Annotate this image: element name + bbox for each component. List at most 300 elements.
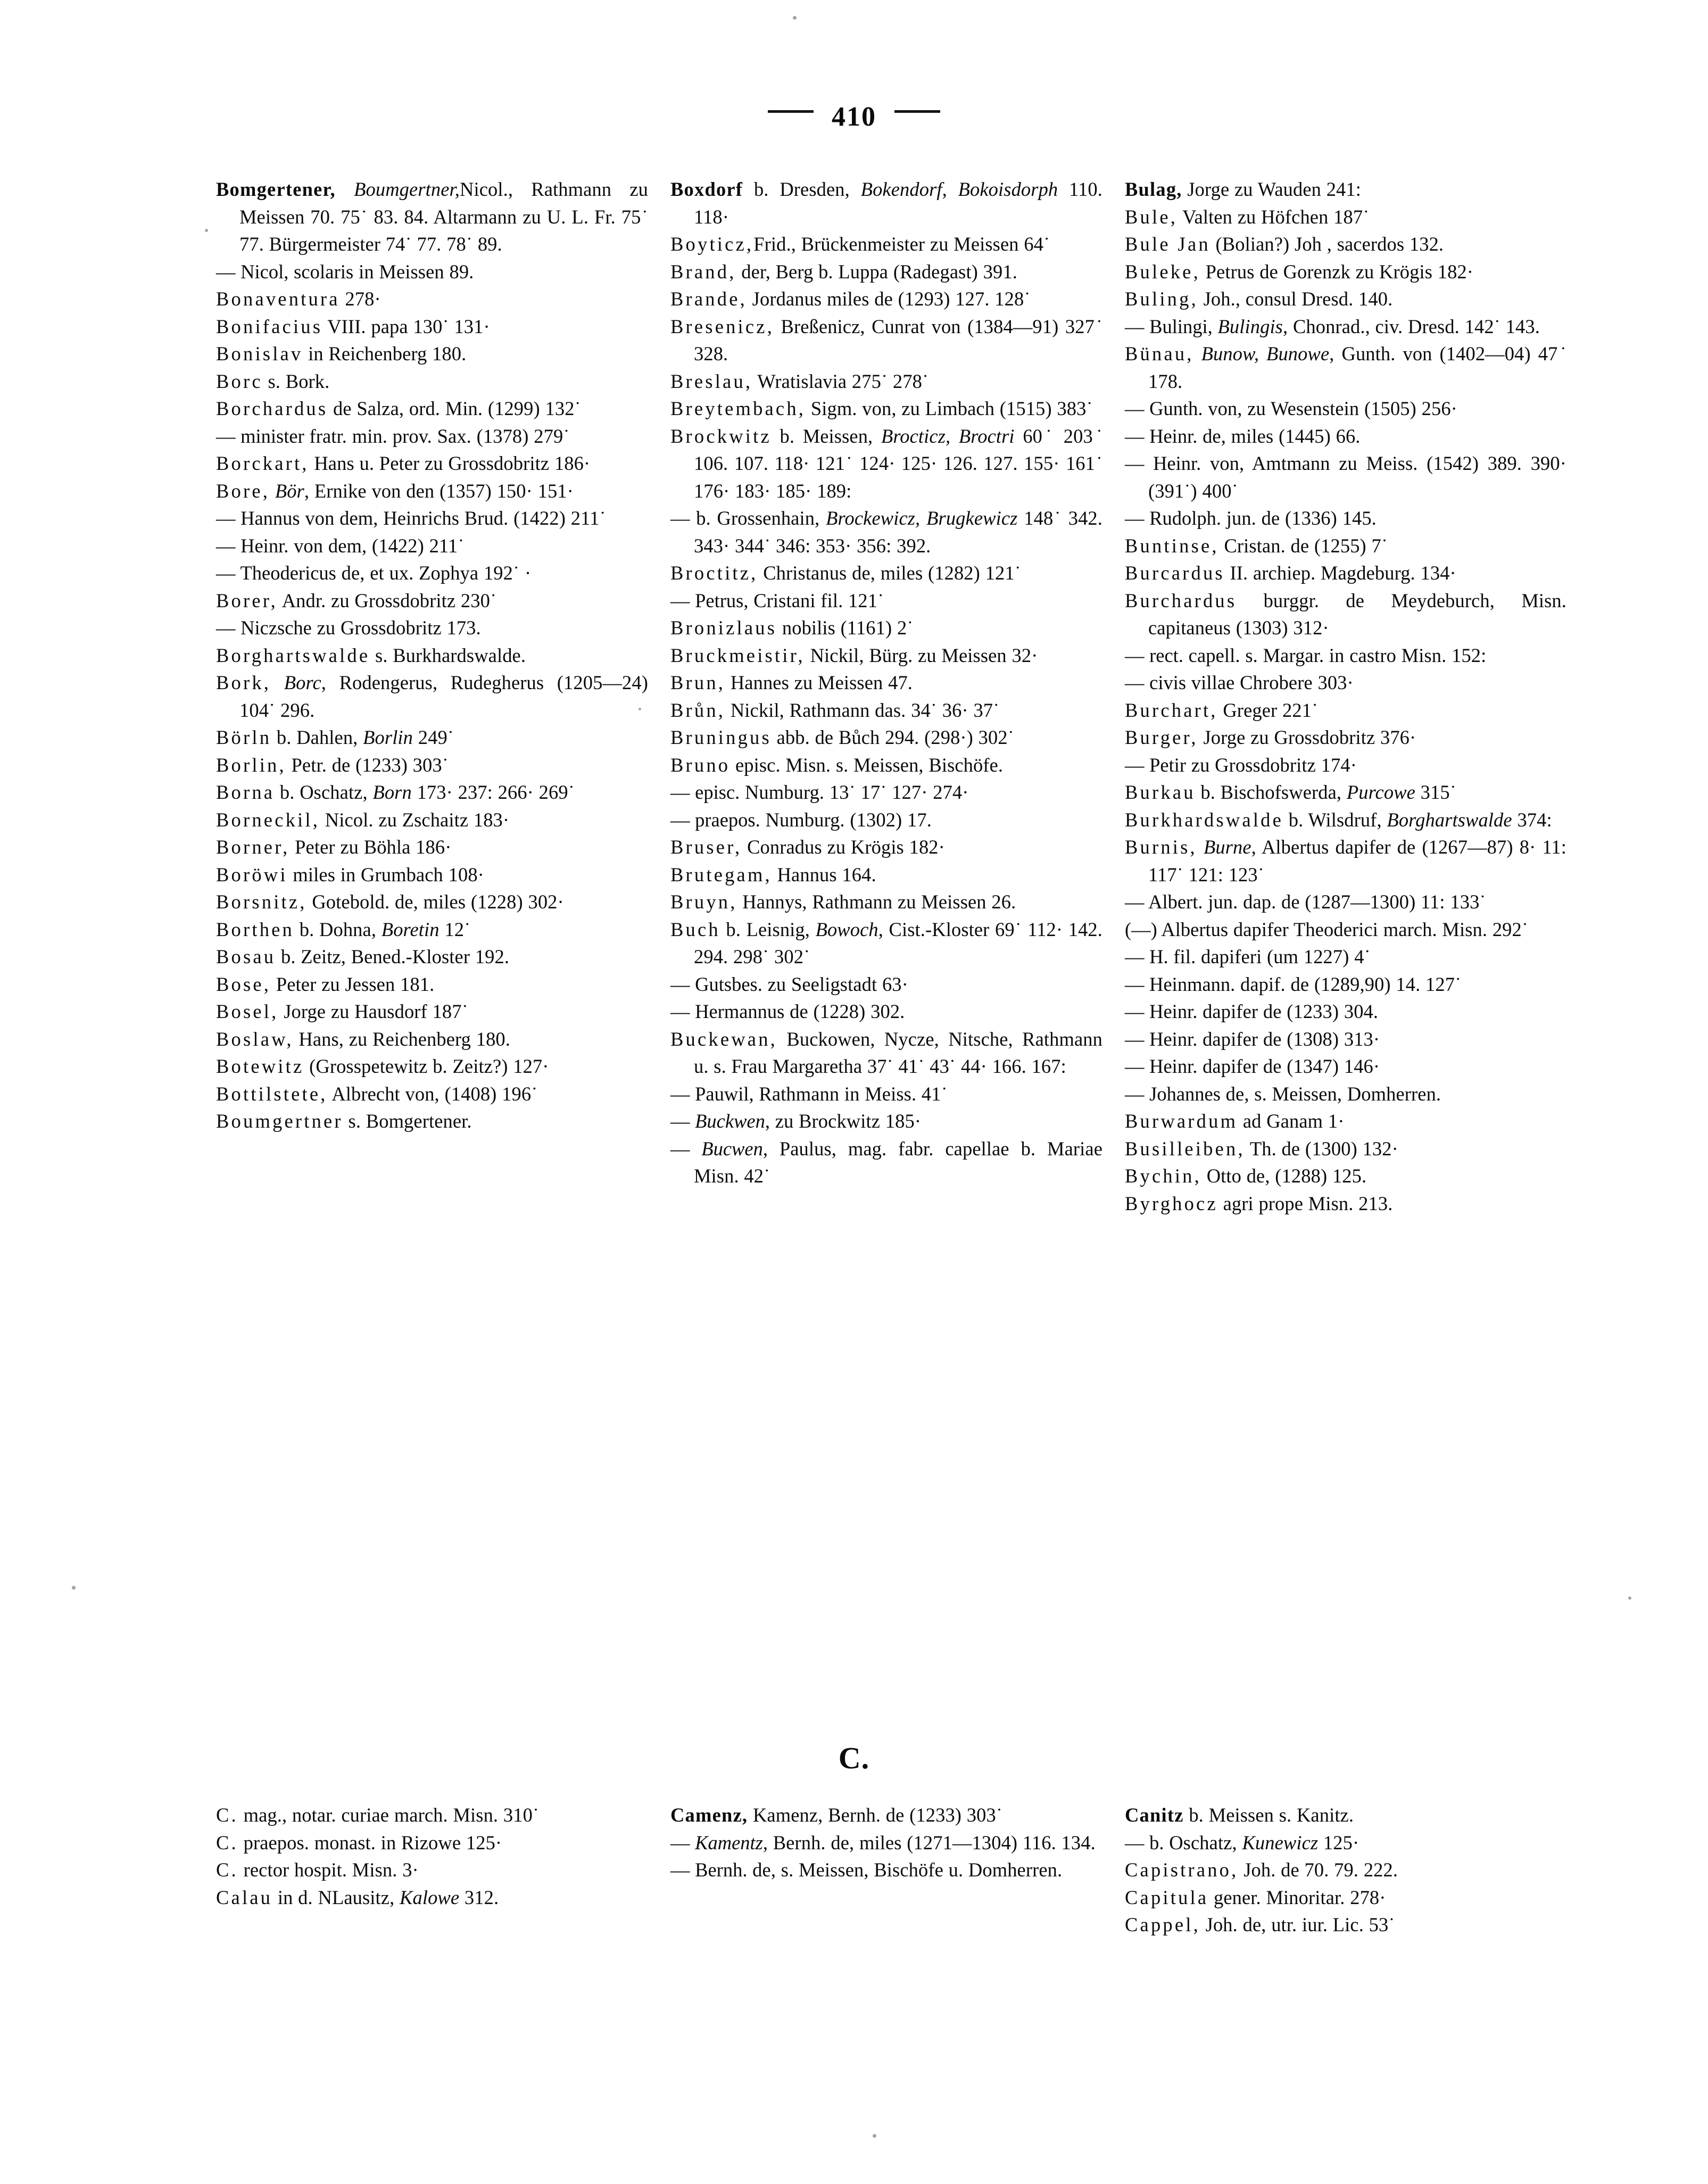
index-entry — [670, 833, 1102, 861]
entry-headword: Bruckmeistir, — [670, 644, 805, 666]
entry-headword: — H. — [1125, 946, 1168, 967]
entry-body: Nicol. zu Zschaitz 183· — [320, 808, 510, 831]
entry-body: rector hospit. Misn. 3· — [238, 1859, 419, 1881]
index-entry — [1125, 642, 1566, 669]
entry-body: Grossenhain, Brockewicz, Brugkewicz 148˙ 342. 343· 344˙ 346: 353· 356: 392. — [694, 507, 1102, 557]
index-entry — [670, 504, 1102, 559]
entry-headword: — Kamentz, — [670, 1831, 768, 1854]
column-3-c — [1125, 1801, 1566, 1939]
entry-headword: Bulag, — [1125, 178, 1182, 200]
entry-headword: Burwardum — [1125, 1110, 1238, 1132]
entry-headword: Borna — [216, 781, 275, 803]
index-entry — [1125, 1135, 1566, 1163]
entry-headword: Buling, — [1125, 288, 1198, 310]
index-entry — [216, 642, 648, 669]
entry-headword: Borckart, — [216, 452, 309, 474]
entry-headword: — Bucwen, — [670, 1137, 768, 1160]
entry-body: Joh., consul Dresd. 140. — [1198, 288, 1393, 310]
entry-headword: Brockwitz — [670, 425, 772, 447]
index-entry — [670, 1107, 1102, 1135]
index-entry — [216, 395, 648, 423]
entry-headword: Brun, — [670, 672, 726, 693]
index-entry — [1125, 998, 1566, 1025]
index-entry — [216, 1884, 648, 1912]
entry-body: nobilis (1161) 2˙ — [777, 617, 914, 639]
entry-headword: Boumgertner — [216, 1110, 343, 1132]
entry-headword: Bonifacius — [216, 315, 323, 337]
entry-body: Frid., Brückenmeister zu Meissen 64˙ — [753, 233, 1050, 255]
entry-body: von dem, (1422) 211˙ — [288, 534, 465, 557]
scan-speck — [205, 229, 208, 232]
entry-body: capell. s. Margar. in castro Misn. 152: — [1183, 644, 1487, 666]
entry-body: 278· — [339, 288, 381, 310]
entry-body: zu Brockwitz 185· — [770, 1110, 922, 1132]
entry-body: gener. Minoritar. 278· — [1208, 1886, 1386, 1908]
entry-body: Nickil, Rathmann das. 34˙ 36· 37˙ — [725, 699, 1000, 721]
entry-body: scolaris in Meissen 89. — [288, 260, 474, 283]
entry-headword: Borchardus — [216, 398, 328, 419]
entry-headword: Borsnitz, — [216, 891, 307, 913]
entry-headword: Burchart, — [1125, 699, 1218, 721]
entry-body: s. Bork. — [262, 370, 330, 392]
entry-body: (Grosspetewitz b. Zeitz?) 127· — [304, 1055, 549, 1077]
entry-headword: Buntinse, — [1125, 534, 1219, 557]
entry-headword: — rect. — [1125, 644, 1183, 666]
entry-body: mag., notar. curiae march. Misn. 310˙ — [238, 1804, 540, 1826]
entry-headword: — minister — [216, 425, 304, 447]
index-entry — [1125, 806, 1566, 834]
entry-headword: Burchardus — [1125, 589, 1237, 611]
index-entry — [670, 176, 1102, 230]
entry-body: der, Berg b. Luppa (Radegast) 391. — [736, 260, 1017, 283]
index-entry — [670, 642, 1102, 669]
entry-headword: Borneckil, — [216, 808, 320, 831]
entry-headword: — Petir — [1125, 754, 1187, 776]
entry-body: agri prope Misn. 213. — [1217, 1192, 1393, 1214]
entry-headword: Bomgertener, — [216, 178, 336, 200]
entry-body: Numburg. 13˙ 17˙ 127· 274· — [740, 781, 969, 803]
index-entry — [216, 504, 648, 532]
entry-headword: Bule, — [1125, 205, 1178, 228]
column-1 — [216, 176, 648, 1217]
entry-body: in d. NLausitz, Kalowe 312. — [272, 1886, 499, 1908]
entry-body: Hans, zu Reichenberg 180. — [293, 1028, 511, 1050]
entry-headword: — Heinr. — [1125, 1000, 1198, 1022]
index-entry — [670, 587, 1102, 615]
entry-headword: — Heinr. — [1125, 425, 1198, 447]
entry-body: Petrus de Gorenzk zu Krögis 182· — [1200, 260, 1474, 283]
entry-body: s. Burkhardswalde. — [370, 644, 526, 666]
entry-body: fratr. min. prov. Sax. (1378) 279˙ — [304, 425, 570, 447]
entry-headword: — Buckwen, — [670, 1110, 770, 1132]
index-entry — [670, 368, 1102, 395]
entry-headword: Burkhardswalde — [1125, 808, 1284, 831]
index-entry — [1125, 833, 1566, 888]
index-entry — [216, 340, 648, 368]
entry-headword: Bresenicz, — [670, 315, 775, 337]
entry-headword: Borer, — [216, 589, 278, 611]
index-entry — [670, 916, 1102, 971]
entry-body: b. Wilsdruf, Borghartswalde 374: — [1283, 808, 1552, 831]
index-entry — [670, 1080, 1102, 1108]
index-entry — [216, 943, 648, 971]
entry-body: praepos. monast. in Rizowe 125· — [238, 1831, 502, 1854]
entry-headword: Bule Jan — [1125, 233, 1210, 255]
entry-body: zu Grossdobritz 173. — [311, 617, 481, 639]
entry-body: von dem, Heinrichs Brud. (1422) 211˙ — [300, 507, 606, 529]
entry-body: dapifer de (1233) 304. — [1197, 1000, 1379, 1022]
index-entry — [216, 313, 648, 341]
entry-headword: Bruyn, — [670, 891, 737, 913]
index-entry — [216, 1053, 648, 1080]
entry-headword: Brutegam, — [670, 863, 772, 886]
entry-body: Greger 221˙ — [1217, 699, 1319, 721]
column-2 — [670, 176, 1102, 1217]
entry-headword: Botewitz — [216, 1055, 304, 1077]
entry-headword: Cappel, — [1125, 1914, 1200, 1935]
index-entry — [216, 368, 648, 395]
index-entry — [216, 806, 648, 834]
entry-body: de Salza, ord. Min. (1299) 132˙ — [328, 398, 581, 419]
column-3 — [1125, 176, 1566, 1217]
index-entry — [670, 423, 1102, 505]
index-entry — [216, 477, 648, 505]
section-letter-c: C. — [838, 1741, 870, 1775]
entry-headword: Börln — [216, 726, 272, 748]
entry-headword: Buch — [670, 918, 720, 940]
entry-body: Hannes zu Meissen 47. — [725, 672, 913, 693]
running-head — [0, 101, 1708, 133]
index-entry — [1125, 203, 1566, 231]
entry-headword: Bork, — [216, 672, 271, 693]
entry-body: zu Grossdobritz 174· — [1186, 754, 1357, 776]
entry-body: Burne, Albertus dapifer de (1267—87) 8· 11: 117˙ 121: 123˙ — [1148, 836, 1566, 886]
entry-body: Gotebold. de, miles (1228) 302· — [306, 891, 564, 913]
entry-headword: Burcardus — [1125, 562, 1225, 584]
index-entry — [216, 258, 648, 286]
entry-headword: Boxdorf — [670, 178, 743, 200]
index-entry — [670, 861, 1102, 889]
entry-headword: Borlin, — [216, 754, 286, 776]
entry-body: Oschatz, Kunewicz 125· — [1164, 1831, 1359, 1854]
index-entry — [1125, 1801, 1566, 1829]
index-entry — [1125, 1162, 1566, 1190]
entry-body: Boumgertner,Nicol., Rathmann zu Meissen 70. 75˙ 83. 84. Altarmann zu U. L. Fr. 75˙ 77. Bürgermeister 74˙ 77. 78˙ 89. — [239, 178, 648, 255]
entry-body: Hans u. Peter zu Grossdobritz 186· — [309, 452, 591, 474]
entry-headword: Boröwi — [216, 863, 288, 886]
index-entry — [216, 285, 648, 313]
index-entry — [670, 230, 1102, 258]
entry-body: Peter zu Böhla 186· — [289, 836, 452, 858]
entry-body: Kamenz, Bernh. de (1233) 303˙ — [748, 1804, 1003, 1826]
index-entry — [1125, 176, 1566, 203]
entry-headword: — civis — [1125, 672, 1187, 693]
entry-headword: Canitz — [1125, 1804, 1184, 1826]
entry-body: b. Dresden, Bokendorf, Bokoisdorph 110. 118· — [694, 178, 1102, 228]
entry-headword: Brůn, — [670, 699, 726, 721]
entry-body: de, miles (1445) 66. — [1197, 425, 1361, 447]
index-entry — [1125, 1829, 1566, 1857]
entry-body: von, Amtmann zu Meiss. (1542) 389. 390· (391˙) 400˙ — [1148, 452, 1567, 502]
entry-body: Th. de (1300) 132· — [1245, 1137, 1398, 1160]
entry-body: II. archiep. Magdeburg. 134· — [1224, 562, 1456, 584]
index-entry — [670, 971, 1102, 998]
entry-body: Jordanus miles de (1293) 127. 128˙ — [747, 288, 1031, 310]
entry-headword: Boyticz, — [670, 233, 754, 255]
entry-headword: Calau — [216, 1886, 273, 1908]
index-entry — [216, 916, 648, 944]
index-entry — [670, 1856, 1102, 1884]
entry-body: in Reichenberg 180. — [303, 343, 467, 365]
index-entry — [1125, 1884, 1566, 1912]
index-entry — [216, 724, 648, 751]
index-entry — [216, 559, 648, 587]
entry-body: Paulus, mag. fabr. capellae b. Mariae Misn. 42˙ — [694, 1137, 1102, 1187]
entry-headword: Capitula — [1125, 1886, 1209, 1908]
entry-body: Cristan. de (1255) 7˙ — [1218, 534, 1388, 557]
page-number: 410 — [832, 102, 876, 132]
index-entry — [216, 998, 648, 1025]
entry-headword: Bonaventura — [216, 288, 340, 310]
entry-body: de, s. Meissen, Bischöfe u. Domherren. — [747, 1859, 1063, 1881]
entry-body: Jorge zu Hausdorf 187˙ — [278, 1000, 468, 1022]
entry-headword: — Heinmann. — [1125, 973, 1236, 995]
index-entry — [1125, 779, 1566, 806]
entry-body: zu Seeligstadt 63· — [762, 973, 908, 995]
entry-headword: — Albert. — [1125, 891, 1203, 913]
index-entry — [1125, 1856, 1566, 1884]
entry-headword: Busilleiben, — [1125, 1137, 1245, 1160]
entry-body: b. Meissen, Brocticz, Broctri 60˙ 203˙ 106. 107. 118· 121˙ 124· 125· 126. 127. 155· 161˙ 176· 183· 185· 189: — [694, 425, 1102, 502]
index-entry — [1125, 587, 1566, 642]
index-entry — [670, 724, 1102, 751]
entry-body: b. Dahlen, Borlin 249˙ — [271, 726, 454, 748]
entry-body: episc. Misn. s. Meissen, Bischöfe. — [730, 754, 1004, 776]
entry-headword: Bronizlaus — [670, 617, 777, 639]
entry-headword: Capistrano, — [1125, 1859, 1239, 1881]
entry-body: Bör, Ernike von den (1357) 150· 151· — [275, 479, 574, 502]
index-entry — [670, 806, 1102, 834]
index-entry — [1125, 340, 1566, 395]
index-entry — [670, 395, 1102, 423]
entry-body: de, s. Meissen, Domherren. — [1220, 1082, 1441, 1105]
entry-headword: C. — [216, 1804, 238, 1826]
index-entry — [670, 285, 1102, 313]
entry-body: (Bolian?) Joh , sacerdos 132. — [1210, 233, 1444, 255]
entry-body: jun. dap. de (1287—1300) 11: 133˙ — [1203, 891, 1486, 913]
entry-headword: Breytembach, — [670, 398, 806, 419]
entry-headword: Borner, — [216, 836, 290, 858]
index-entry — [216, 1829, 648, 1857]
entry-body: Rathmann in Meiss. 41˙ — [753, 1082, 948, 1105]
entry-body: Breßenicz, Cunrat von (1384—91) 327˙ 328. — [694, 315, 1102, 365]
entry-headword: — Johannes — [1125, 1082, 1221, 1105]
entry-body: Petr. de (1233) 303˙ — [286, 754, 449, 776]
index-entry — [1125, 258, 1566, 286]
entry-headword: — b. — [1125, 1831, 1164, 1854]
entry-body: dapifer de (1347) 146· — [1197, 1055, 1380, 1077]
entry-body: b. Oschatz, Born 173· 237: 266· 269˙ — [275, 781, 575, 803]
index-entry — [1125, 313, 1566, 341]
index-entry — [1125, 1911, 1566, 1939]
index-entry — [216, 532, 648, 560]
index-entry — [1125, 532, 1566, 560]
index-entry — [216, 176, 648, 258]
index-entry — [216, 669, 648, 724]
entry-headword: — Rudolph. — [1125, 507, 1221, 529]
index-entry — [216, 833, 648, 861]
entry-body: Sigm. von, zu Limbach (1515) 383˙ — [806, 398, 1093, 419]
entry-body: dapifer de (1308) 313· — [1197, 1028, 1380, 1050]
index-entry — [1125, 971, 1566, 998]
entry-body: Albrecht von, (1408) 196˙ — [327, 1082, 538, 1105]
index-entry — [1125, 697, 1566, 724]
entry-headword: Broctitz, — [670, 562, 758, 584]
scan-speck — [639, 708, 641, 710]
entry-headword: — Heinr. — [1125, 1055, 1198, 1077]
column-1-c — [216, 1801, 648, 1939]
index-entry — [670, 614, 1102, 642]
index-entry — [1125, 1190, 1566, 1218]
entry-headword: C. — [216, 1859, 238, 1881]
scan-speck — [873, 2134, 876, 2138]
entry-headword: — Gutsbes. — [670, 973, 762, 995]
index-entry — [216, 614, 648, 642]
entry-body: Wratislavia 275˙ 278˙ — [752, 370, 929, 392]
entry-headword: — episc. — [670, 781, 740, 803]
index-entry — [670, 998, 1102, 1025]
entry-body: de (1228) 302. — [784, 1000, 905, 1022]
index-entry — [1125, 230, 1566, 258]
index-entry — [216, 450, 648, 477]
entry-headword: Bychin, — [1125, 1165, 1201, 1187]
index-entry — [1125, 1107, 1566, 1135]
index-entry — [216, 423, 648, 450]
entry-headword: — Heinr. — [1125, 1028, 1198, 1050]
entry-body: b. Meissen s. Kanitz. — [1183, 1804, 1354, 1826]
entry-headword: Bottilstete, — [216, 1082, 328, 1105]
entry-body: Joh. de 70. 79. 222. — [1238, 1859, 1398, 1881]
entry-body: burggr. de Meydeburch, Misn. capitaneus (1303) 312· — [1148, 589, 1566, 639]
index-entry — [216, 861, 648, 889]
entry-headword: Bore, — [216, 479, 270, 502]
entry-headword: — Gunth. — [1125, 398, 1203, 419]
entry-body: fil. dapiferi (um 1227) 4˙ — [1168, 946, 1371, 967]
entry-body: Peter zu Jessen 181. — [271, 973, 435, 995]
entry-body: Numburg. (1302) 17. — [760, 808, 932, 831]
entry-body: s. Bomgertener. — [343, 1110, 472, 1132]
index-columns-c — [216, 1801, 1557, 1939]
entry-headword: Bünau, — [1125, 343, 1194, 365]
index-entry — [216, 587, 648, 615]
entry-body: Bunow, Bunowe, Gunth. von (1402—04) 47˙ 178. — [1148, 343, 1566, 392]
entry-body: Jorge zu Grossdobritz 376· — [1198, 726, 1416, 748]
index-entry — [670, 1801, 1102, 1829]
entry-body: Joh. de, utr. iur. Lic. 53˙ — [1200, 1914, 1395, 1935]
entry-body: Borc, Rodengerus, Rudegherus (1205—24) 104˙ 296. — [239, 672, 648, 721]
entry-body: Valten zu Höfchen 187˙ — [1178, 205, 1370, 228]
index-entry — [216, 1025, 648, 1053]
index-entry — [1125, 285, 1566, 313]
entry-headword: Bose, — [216, 973, 271, 995]
index-entry — [1125, 1025, 1566, 1053]
index-entry — [670, 1135, 1102, 1190]
entry-headword: — Hermannus — [670, 1000, 785, 1022]
entry-body: dapifer Theoderici march. Misn. 292˙ — [1228, 918, 1529, 940]
index-entry — [1125, 559, 1566, 587]
entry-headword: Camenz, — [670, 1804, 748, 1826]
entry-headword: — Bernh. — [670, 1859, 748, 1881]
entry-body: Nickil, Bürg. zu Meissen 32· — [805, 644, 1038, 666]
scan-speck — [1628, 1596, 1631, 1600]
entry-headword: Buleke, — [1125, 260, 1200, 283]
entry-body: miles in Grumbach 108· — [287, 863, 484, 886]
entry-body: Andr. zu Grossdobritz 230˙ — [277, 589, 497, 611]
entry-headword: Bruser, — [670, 836, 742, 858]
entry-headword: Bruningus — [670, 726, 772, 748]
index-entry — [216, 1080, 648, 1108]
entry-body: von, zu Wesenstein (1505) 256· — [1203, 398, 1457, 419]
entry-headword: Bonislav — [216, 343, 303, 365]
scan-speck — [72, 1586, 76, 1590]
entry-headword: Boslaw, — [216, 1028, 294, 1050]
entry-headword: — Nicol, — [216, 260, 289, 283]
index-entry — [1125, 888, 1566, 916]
entry-body: Jorge zu Wauden 241: — [1182, 178, 1361, 200]
index-entry — [216, 751, 648, 779]
index-entry — [1125, 751, 1566, 779]
index-columns-b — [216, 176, 1567, 1217]
entry-body: Bernh. de, miles (1271—1304) 116. 134. — [768, 1831, 1096, 1854]
entry-headword: Borthen — [216, 918, 294, 940]
head-rule-left — [768, 110, 814, 113]
index-entry — [216, 1801, 648, 1829]
entry-body: dapif. de (1289,90) 14. 127˙ — [1235, 973, 1462, 995]
entry-body: Otto de, (1288) 125. — [1201, 1165, 1367, 1187]
entry-body: b. Leisnig, Bowoch, Cist.-Kloster 69˙ 112· 142. 294. 298˙ 302˙ — [694, 918, 1102, 967]
index-entry — [1125, 669, 1566, 697]
entry-headword: (—) Albertus — [1125, 918, 1229, 940]
entry-headword: — Bulingi, — [1125, 315, 1213, 337]
entry-headword: — praepos. — [670, 808, 760, 831]
entry-body: b. Bischofswerda, Purcowe 315˙ — [1195, 781, 1456, 803]
index-entry — [1125, 1080, 1566, 1108]
entry-headword: — Pauwil, — [670, 1082, 754, 1105]
entry-headword: Burkau — [1125, 781, 1196, 803]
entry-headword: — Heinr. — [216, 534, 289, 557]
index-entry — [670, 697, 1102, 724]
entry-body: Hannus 164. — [772, 863, 876, 886]
entry-headword: Buckewan, — [670, 1028, 777, 1050]
index-entry — [1125, 916, 1566, 944]
entry-headword: — Hannus — [216, 507, 300, 529]
entry-headword: — b. — [670, 507, 711, 529]
index-entry — [216, 1107, 648, 1135]
index-entry — [1125, 724, 1566, 751]
entry-headword: Brande, — [670, 288, 747, 310]
entry-headword: Burnis, — [1125, 836, 1197, 858]
entry-body: b. Zeitz, Bened.-Kloster 192. — [276, 946, 510, 967]
entry-body: VIII. papa 130˙ 131· — [322, 315, 490, 337]
index-entry — [670, 669, 1102, 697]
index-entry — [670, 313, 1102, 368]
index-entry — [216, 1856, 648, 1884]
index-entry — [670, 559, 1102, 587]
entry-body: Christanus de, miles (1282) 121˙ — [758, 562, 1021, 584]
index-entry — [1125, 395, 1566, 423]
index-entry — [670, 888, 1102, 916]
index-entry — [216, 779, 648, 806]
